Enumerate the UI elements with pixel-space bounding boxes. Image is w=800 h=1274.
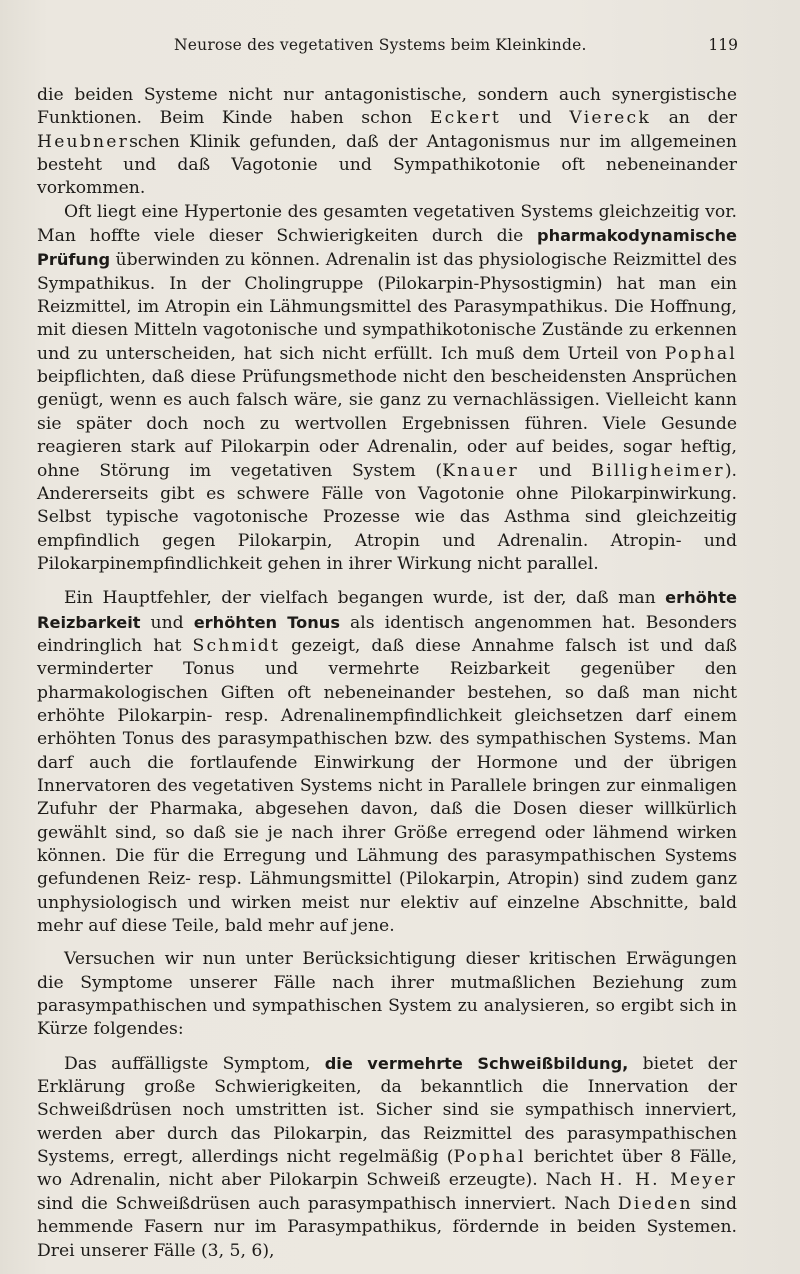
text-run: und — [500, 108, 570, 129]
paragraph-3 — [37, 586, 737, 938]
text-run: und — [140, 612, 194, 633]
text-run: an der — [651, 108, 737, 129]
text-run: sind die Schweißdrüsen auch parasympathisch innerviert. Nach — [37, 1193, 618, 1214]
text-run: als identisch angenommen hat. Besonders eindringlich hat — [37, 612, 737, 656]
bold-term: pharmakodynamische Prüfung — [37, 226, 737, 270]
text-run: überwinden zu können. Adrenalin ist das physiologische Reizmittel des Sympathikus. In der Cholingruppe (Pilokarpin-Physostigmin) hat man ein Reizmittel, im Atropin ein Lähmungsmittel des Parasympathikus. Die Hoffnung, mit diesen Mitteln vagotonische und sympathikotonische Zustände zu erkennen und zu unterscheiden, hat sich nicht erfüllt. Ich muß dem Urteil von — [37, 250, 737, 364]
author-name: H. H. Meyer — [599, 1170, 737, 1191]
author-name: Knauer — [442, 460, 519, 481]
text-run: ). Andererseits gibt es schwere Fälle von Vagotonie ohne Pilokarpinwirkung. Selbst typische vagotonische Prozesse wie das Asthma sind gleichzeitig empfindlich gegen Pilokarpin, Atropin und Adrenalin. Atropin- und Pilokarpinempfindlichkeit gehen in ihrer Wirkung nicht parallel. — [37, 460, 737, 574]
text-run: bietet der Erklärung große Schwierigkeiten, da bekanntlich die Innervation der Schweißdrüsen noch umstritten ist. Sicher sind sie sympathisch innerviert, werden aber durch das Pilokarpin, das Reizmittel des parasympathischen Systems, erregt, allerdings nicht regelmäßig ( — [37, 1053, 737, 1168]
text-run: berichtet über 8 Fälle, wo Adrenalin, nicht aber Pilokarpin Schweiß erzeugte). Nach — [37, 1147, 737, 1191]
running-header — [0, 36, 800, 62]
text-run: Das auffälligste Symptom, — [64, 1053, 325, 1074]
bold-term: erhöhten Tonus — [193, 612, 340, 632]
author-name: Billigheimer — [591, 460, 725, 481]
text-run: sind hemmende Fasern nur im Parasympathikus, fördernde in beiden Systemen. Drei unserer Fälle (3, 5, 6), — [37, 1193, 737, 1261]
author-name: Heubner — [37, 131, 130, 152]
text-run: die beiden Systeme nicht nur antagonistische, sondern auch synergistische Funktionen. Beim Kinde haben schon — [37, 85, 737, 129]
page-number: 119 — [708, 36, 738, 54]
paragraph-5 — [37, 1052, 737, 1263]
text-run: und — [518, 460, 592, 481]
bold-term: die vermehrte Schweißbildung, — [324, 1053, 629, 1073]
bold-term: erhöhte Reizbarkeit — [37, 588, 737, 632]
text-run: beipflichten, daß diese Prüfungsmethode nicht den bescheidensten Ansprüchen genügt, wenn es auch falsch wäre, sie ganz zu vernachlässigen. Vielleicht kann sie später doch noch zu wertvollen Ergebnissen führen. Viele Gesunde reagieren stark auf Pilokarpin oder Adrenalin, oder auf beides, sogar heftig, ohne Störung im vegetativen System ( — [37, 367, 737, 481]
paragraph-1 — [37, 84, 737, 201]
text-run: gezeigt, daß diese Annahme falsch ist und daß verminderter Tonus und vermehrte Reizbarkeit gegenüber den pharmakologischen Giften oft nebeneinander bestehen, so daß man nicht erhöhte Pilokarpin- resp. Adrenalinempfindlichkeit gleichsetzen darf einem erhöhten Tonus des parasympathischen bzw. des sympathischen Systems. Man darf auch die fortlaufende Einwirkung der Hormone und der übrigen Innervatoren des vegetativen Systems nicht in Parallele bringen zur einmaligen Zufuhr der Pharmaka, abgesehen davon, daß die Dosen dieser willkürlich gewählt sind, so daß sie je nach ihrer Größe erregend oder lähmend wirken können. Die für die Erregung und Lähmung des parasympathischen Systems gefundenen Reiz- resp. Lähmungsmittel (Pilokarpin, Atropin) sind zudem ganz unphysiologisch und wirken meist nur elektiv auf einzelne Abschnitte, bald mehr auf diese Teile, bald mehr auf jene. — [37, 635, 737, 937]
text-run: schen Klinik gefunden, daß der Antagonismus nur im allgemeinen besteht und daß Vagotonie und Sympathikotonie oft nebeneinander vorkommen. — [37, 131, 737, 199]
text-run: Oft liegt eine Hypertonie des gesamten vegetativen Systems gleichzeitig vor. Man hoffte viele dieser Schwierigkeiten durch die — [37, 201, 737, 247]
author-name: Eckert — [429, 108, 501, 129]
author-name: Viereck — [569, 108, 651, 129]
paragraph-2 — [37, 201, 737, 577]
author-name: Schmidt — [192, 635, 281, 656]
paragraph-4: Versuchen wir nun unter Berücksichtigung dieser kritischen Erwägungen die Symptome unserer Fälle nach ihrer mutmaßlichen Beziehung zum parasympathischen und sympathischen System zu analysieren, so ergibt sich in Kürze folgendes: — [37, 949, 737, 1040]
author-name: Pophal — [664, 343, 737, 364]
author-name: Dieden — [617, 1193, 693, 1214]
text-run: Ein Hauptfehler, der vielfach begangen wurde, ist der, daß man — [64, 588, 666, 609]
running-title: Neurose des vegetativen Systems beim Kleinkinde. — [174, 36, 587, 54]
author-name: Pophal — [453, 1147, 526, 1168]
body-text — [37, 84, 737, 1263]
